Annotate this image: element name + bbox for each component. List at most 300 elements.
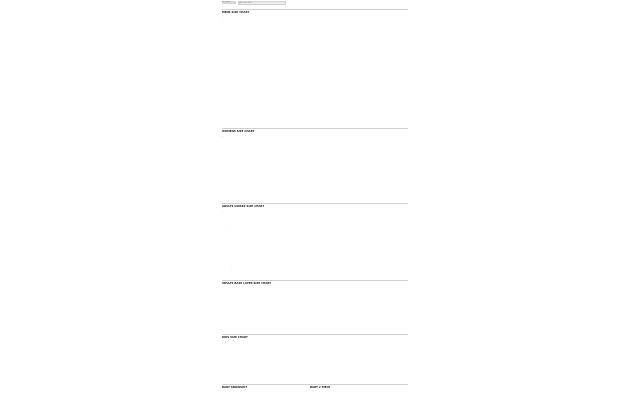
table-cell: 4 [298,176,300,178]
table-cell: XXS [268,210,272,212]
table-cell: 30-31 [283,97,288,99]
table-cell: 50 [328,257,331,259]
table-cell: 56 [358,70,361,72]
breadcrumb-label: Home / Size Charts [239,3,252,4]
row-label: UK EQUIVALENT [222,156,235,158]
table-cell: 48 [313,30,316,32]
table-cell: UP TO 74cm [262,395,272,397]
table-cell: 34-38 [276,307,281,309]
table-cell: 48 [298,50,301,52]
table-cell: 52 [373,73,376,75]
table-cell: 8-10 [262,337,266,339]
row-label: HEIGHT (CM) [222,351,233,353]
table-cell: 34" [358,87,361,89]
table-cell: 61 [328,365,331,367]
table-cell: 38 [268,372,271,374]
table-cell: 58 [388,30,391,32]
table-cell: S [298,16,300,18]
size-table [222,36,403,60]
table-row [222,314,304,317]
table-cell: 31" [298,83,301,85]
table-cell: S [283,26,285,28]
section-title: BABY SNOWSUIT [222,386,248,389]
row-label: FRANCE [222,103,229,105]
table-cell: 176 [388,375,392,377]
table-cell: UP TO 80cm [262,398,272,400]
table-cell: 36 [328,46,331,48]
table-cell: 30 [268,53,271,55]
table-row [222,186,403,189]
table-cell: 54 [388,73,391,75]
table-cell: 16 [373,135,376,137]
table-cell: 44 [268,77,271,79]
row-label: WAIST SIZE INCHES [222,362,238,364]
table-cell: 34 [283,152,286,154]
table-cell: 53 [283,365,286,367]
table-cell: 28 [328,355,331,357]
table-cell: 42-43 [373,66,378,68]
table-cell: L [313,63,315,65]
table-cell: 32 [343,53,346,55]
row-label: EU SIZE [222,375,229,377]
table-cell: XXL [343,63,347,65]
table-cell: 56 [358,100,361,102]
table-cell: 38 [268,73,271,75]
table-cell: 33" [313,87,316,89]
table-cell: 4XL [388,210,392,212]
table-cell: M [298,36,300,38]
table-cell: 6 [268,264,270,266]
table-cell: 11-12 [343,345,348,347]
table-cell: 42 [343,179,346,181]
table-cell: 4XL(XXXXL) [388,16,399,18]
row-label: INSEAM REGULAR (INCHES) [222,53,245,55]
table-cell: 4XL [388,220,391,222]
table-cell: 104 [283,351,287,353]
table-cell: 3XL [373,254,376,256]
table-cell: 14 [373,149,376,151]
table-cell: 38 [343,46,346,48]
table-cell: 4XL [388,240,392,242]
table-cell: 8 [328,176,330,178]
table-cell: 33 [388,53,391,55]
row-label: WOMENS EQUIVALENT (EU) [222,234,244,236]
table-cell: 56 [283,358,286,360]
row-label: WOMENS BASE BODY T [222,320,243,322]
table-cell: 33" [373,83,376,85]
table-cell: S [298,254,300,256]
table-cell: 39-41 [313,251,318,253]
table-cell: 30 [283,46,286,48]
table-cell: 7-8 [313,345,316,347]
table-cell: 44-46in [373,217,380,219]
table-cell: 50 [313,50,316,52]
table-cell: 0 [268,149,270,151]
table-cell: 34-35 [358,57,363,59]
size-table [222,93,403,110]
table-cell: 32 [268,152,271,154]
table-cell: XXL [358,210,362,212]
table-cell: 25 [328,348,331,350]
row-label: WAIST SIZE (INCHES) [222,40,239,42]
table-cell: 28-30 [283,40,288,42]
table-cell: 38 [298,234,301,236]
table-cell: 12 [328,156,331,158]
table-cell: 81-86 [328,247,333,249]
table-cell: S/M [262,334,266,336]
table-cell: 29 [343,165,346,167]
table-cell: 104 [373,145,377,147]
table-cell: 48 [298,70,301,72]
section-title: MENS SIZE CHART [222,11,250,14]
table-cell: 64 [343,372,346,374]
table-cell: 46 [283,77,286,79]
table-cell: 34 [268,234,271,236]
table-cell: 46 [298,261,301,263]
table-cell: 54-56 [290,297,295,299]
table-cell: 99 [358,145,361,147]
table-cell: 12 [358,176,361,178]
table-cell: 46 [298,257,301,259]
table-cell: 44 [373,20,376,22]
table-cell: 50 [328,30,331,32]
table-cell: 32-34in [283,217,290,219]
row-label: EU EQUIVALENT [222,179,235,181]
table-cell: 45-47 [358,251,363,253]
table-cell: 30 [283,107,286,109]
table-cell: 52 [343,261,346,263]
table-cell: 92 [268,351,271,353]
table-cell: 34-36 [343,40,348,42]
table-cell: 50-52 [276,297,281,299]
row-label: WOMENS / UNISEX [222,214,237,216]
table-cell: L [328,210,330,212]
section-title: ADULTS BASE LAYER SIZE CHART [222,282,272,285]
table-cell: 26-28 [268,40,273,42]
row-label: BASE BODY/LAYER T [222,287,240,289]
table-cell: 50 [388,268,391,269]
section-divider [222,203,408,204]
table-cell: 30 [388,368,391,370]
table-cell: 91-97 [358,247,363,249]
table-cell: 46-48 [262,297,267,299]
table-cell: 71 [388,365,391,367]
table-cell: 38 [313,152,316,154]
table-cell: 28 [268,107,271,109]
table-cell: S [298,220,300,222]
table-cell: 6 [313,149,315,151]
table-cell: 31-32 [373,182,378,184]
table-cell: 79 [358,169,361,171]
table-cell: 34 [298,20,301,22]
table-cell: 36 [313,20,316,22]
table-cell: 33 [373,53,376,55]
table-row [222,327,304,330]
table-cell: 19 [298,368,301,370]
table-cell: 158 [343,375,347,377]
table-cell: 40 [328,179,331,181]
table-cell: UP TO 80cm [290,398,300,400]
table-cell: 30-32in [268,217,275,219]
table-cell: UP TO 86cm [262,401,272,403]
table-cell: 28-29 [268,66,273,68]
table-cell: 15 [268,368,271,370]
table-cell: 32-33 [298,57,303,59]
table-cell: 28 [388,362,391,364]
table-cell: 36-38 [358,244,363,246]
size-table [222,240,403,271]
row-label: BASE LAYER BOTTOMS [222,93,243,95]
table-cell: 41-43 [328,251,333,253]
table-cell: 36 [298,152,301,154]
table-cell: M [298,63,300,65]
table-cell: 44 [283,261,286,263]
row-label: FREE-SWIMS AND MEASURED PLEATED [222,80,254,82]
table-cell: 30-31 [313,182,318,184]
section-divider [222,9,408,10]
table-cell: 33 [373,355,376,357]
table-cell: M [313,220,315,222]
table-cell: 46-48 [262,314,267,316]
table-cell: 46-50 [290,291,295,293]
table-cell: 33-34 [388,186,393,188]
table-cell: 6 [298,135,300,137]
table-cell: 10 [343,149,346,151]
row-label: WAIST SIZE (CM) [222,365,236,367]
table-cell: 28 [268,46,271,48]
table-cell: 36 [283,268,286,269]
table-cell: 34 [268,172,271,174]
table-cell: 22 [283,348,286,350]
table-cell: M [313,240,315,242]
table-cell: 54 [343,50,346,52]
table-cell: 38 [313,179,316,181]
table-cell: 29 [373,368,376,370]
table-cell: 44 [388,46,391,48]
table-cell: 40 [358,107,361,109]
table-cell: S [298,210,300,212]
table-cell: 35 [388,165,391,167]
table-cell: XXL [343,93,347,95]
row-label: UK EQUIVALENT [222,311,235,313]
table-cell: 4XL [388,26,391,28]
table-cell: 12 [358,149,361,151]
table-cell: 44-45 [388,66,393,68]
row-label: EU EQUIVALENT [222,297,235,299]
table-cell: S [283,36,285,38]
table-cell: 36 [283,234,286,236]
table-cell: 48 [388,152,391,154]
table-cell: 4 [298,149,300,151]
table-cell: 5-6 [298,345,301,347]
table-cell: 71-76 [283,43,288,45]
row-label: 6-12 MONTHS [222,395,234,397]
table-cell: 25 [283,165,286,167]
section-title: WOMENS SIZE CHART [222,130,255,133]
table-cell: 50 [313,100,316,102]
table-cell: 42 [268,257,271,259]
table-cell: 31-32 [268,57,273,59]
table-cell: 9-10 [328,345,332,347]
table-cell: 38 [298,268,301,269]
table-cell: XS [283,254,286,256]
table-cell: 34-35 [313,66,318,68]
table-cell: 54 [343,70,346,72]
table-cell: 44 [268,50,271,52]
table-cell: 3-4 [283,345,286,347]
table-cell: 22 [388,264,391,266]
row-label: EU EQUIVALENT [222,257,235,259]
table-cell: 34 [388,355,391,357]
table-cell: 76 [343,358,346,360]
table-cell: 33-34 [343,186,348,188]
row-label: MENS EQUIVALENT (EU) [222,227,242,229]
row-label: 24-36 MONTHS [222,405,235,407]
table-cell: 8 [313,135,315,137]
table-cell: 61 [298,358,301,360]
table-cell: 30" [283,83,286,85]
table-cell: 10 [298,231,301,233]
table-cell: 30-31 [283,66,288,68]
table-cell: M/L [276,320,280,322]
breadcrumb-path[interactable] [238,1,286,5]
table-cell: 22 [298,362,301,364]
table-row [222,375,403,378]
table-cell: 40 [283,73,286,75]
table-cell: 48 [313,257,316,259]
table-cell: 118 [373,23,377,25]
table-cell: 30-31 [298,182,303,184]
row-label: UK SIZE [222,324,229,326]
row-label: EU EQUIVALENT [222,50,235,52]
row-label: ITALY [222,77,227,79]
table-cell: 58 [373,227,376,229]
table-cell: XS [283,220,286,222]
table-cell: 40 [328,152,331,154]
table-cell: 40-44 [276,291,281,293]
row-label: EU EQUIVALENT [222,340,235,342]
table-row [222,87,403,90]
table-cell: 26 [298,165,301,167]
size-table [222,341,403,378]
table-cell: 38 [328,172,331,174]
table-cell: 36-38 [358,40,363,42]
table-cell: 30 [343,355,346,357]
table-cell: 76 [298,43,301,45]
table-cell: 24 [313,348,316,350]
table-cell: 37 [343,142,346,144]
table-cell: 29-30 [283,182,288,184]
table-cell: 16 [388,149,391,151]
table-cell: 46 [328,103,331,105]
table-cell: 66 [313,358,316,360]
table-cell: 14 [373,176,376,178]
table-cell: XL [328,93,331,95]
table-cell: 21 [313,368,316,370]
table-cell: 32" [343,83,346,85]
row-label: EU EQUIVALENT [222,327,235,329]
table-cell: 53 [313,372,316,374]
table-cell: 31" [313,83,316,85]
section-title: ADULTS UNISEX SIZE CHART [222,205,265,208]
table-cell: 0 [268,176,270,178]
table-cell: 31-32 [358,182,363,184]
table-cell: 52 [328,70,331,72]
table-cell: 30 [268,20,271,22]
table-cell: 140 [328,351,332,353]
table-cell: 66 [298,169,301,171]
table-cell: XS [283,240,286,242]
table-cell: 82 [283,23,286,25]
table-cell: 42 [328,268,331,269]
table-cell: 6 [283,156,285,158]
table-cell: 40-42 [276,327,281,329]
table-cell: 40 [358,46,361,48]
table-cell: 16 [343,264,346,266]
table-cell: 24 [268,165,271,167]
table-cell: 8 [283,231,285,233]
table-cell: 4 [268,156,270,158]
breadcrumb-tab[interactable] [222,1,236,4]
table-cell: 46 [373,152,376,154]
table-cell: XXL/3XL [290,304,298,306]
table-cell: 34" [343,87,346,89]
table-cell: 58 [373,77,376,79]
row-label: CHEST SIZE (INCHES) [222,20,240,22]
table-cell: 52 [328,227,331,229]
table-cell: 100 [328,23,332,25]
table-cell: 35 [283,172,286,174]
table-cell: 47-49 [373,251,378,253]
row-label: JACKETS / SHELLS/RAINSHELL [222,135,249,137]
table-cell: 27 [313,165,316,167]
table-cell: 43-45 [343,251,348,253]
table-cell: HEIGHT [262,391,269,393]
table-cell: 12-14 [276,337,281,339]
row-label: UNISEX PANTS [222,240,236,242]
table-cell: 48 [298,224,301,226]
table-cell: 12 [313,231,316,233]
table-cell: 24-26 [268,244,273,246]
table-cell: 42 [298,103,301,105]
table-cell: L/XL [276,287,280,289]
table-cell: 56 [373,257,376,259]
table-cell: 33-34 [358,186,363,188]
table-cell: L [358,139,359,141]
table-cell: 54 [343,227,346,229]
table-cell: 116 [298,351,302,353]
table-cell: 34-35 [313,97,318,99]
table-cell: 22 [283,355,286,357]
table-row [222,297,304,300]
table-cell: 51 [268,365,271,367]
table-cell: 86 [298,145,301,147]
table-cell: 40-42in [343,217,350,219]
table-cell: XXL [358,240,362,242]
size-table [222,16,403,33]
table-cell: 32" [268,87,271,89]
table-cell: UP TO 92cm [262,405,272,407]
table-cell: 61-66 [268,247,273,249]
table-cell: 16 [388,176,391,178]
row-label: INSEAM LONG (INCHES) [222,57,241,59]
table-cell: 94 [343,145,346,147]
table-cell: 3XL [373,220,376,222]
table-cell: 16 [358,156,361,158]
row-label: EU EQUIVALENT [222,152,235,154]
row-label: MEN'S TROUSERS / SKI BIBS (ALL MEASUREMENTS) [222,63,268,65]
table-cell: 35-37 [283,251,288,253]
